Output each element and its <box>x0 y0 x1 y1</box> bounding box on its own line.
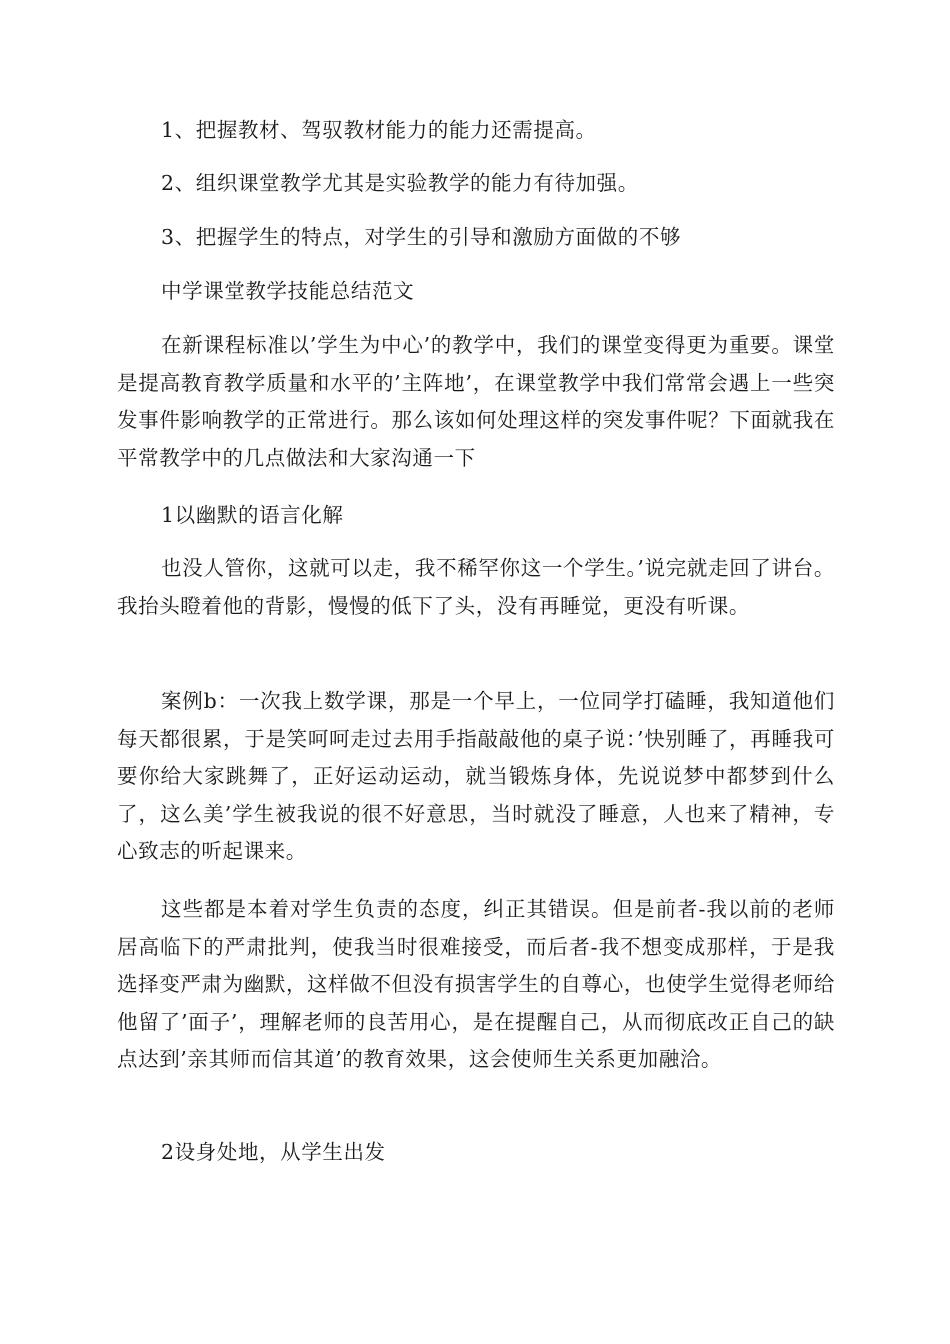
section-1-paragraph-2: 案例b：一次我上数学课，那是一个早上，一位同学打磕睡，我知道他们每天都很累，于是笑呵呵走过去用手指敲敲他的桌子说：’快别睡了，再睡我可要你给大家跳舞了，正好运动运动，就当锻炼身体，先说说梦中都梦到什么了，这么美’学生被我说的很不好意思，当时就没了睡意，人也来了精神，专心致志的听起课来。 <box>117 689 835 863</box>
list-item-1: 1、把握教材、驾驭教材能力的能力还需提高。 <box>161 118 597 142</box>
article-title: 中学课堂教学技能总结范文 <box>161 279 415 303</box>
section-2-heading: 2设身处地，从学生出发 <box>161 1140 386 1164</box>
section-1-paragraph-3: 这些都是本着对学生负责的态度，纠正其错误。但是前者-我以前的老师居高临下的严肃批判，使我当时很难接受，而后者-我不想变成那样，于是我选择变严肃为幽默，这样做不但没有损害学生的自尊心，也使学生觉得老师给他留了’面子’，理解老师的良苦用心，是在提醒自己，从而彻底改正自己的缺点达到’亲其师而信其道’的教育效果，这会使师生关系更加融洽。 <box>117 897 835 1071</box>
list-item-3: 3、把握学生的特点，对学生的引导和激励方面做的不够 <box>161 225 682 249</box>
list-item-2: 2、组织课堂教学尤其是实验教学的能力有待加强。 <box>161 171 639 195</box>
section-1-heading: 1以幽默的语言化解 <box>161 503 344 527</box>
section-1-paragraph-1: 也没人管你，这就可以走，我不稀罕你这一个学生。’说完就走回了讲台。我抬头瞪着他的背影，慢慢的低下了头，没有再睡觉，更没有听课。 <box>117 556 835 618</box>
intro-paragraph: 在新课程标准以’学生为中心’的教学中，我们的课堂变得更为重要。课堂是提高教育教学质量和水平的’主阵地’，在课堂教学中我们常常会遇上一些突发事件影响教学的正常进行。那么该如何处理这样的突发事件呢？下面就我在平常教学中的几点做法和大家沟通一下 <box>117 333 835 470</box>
